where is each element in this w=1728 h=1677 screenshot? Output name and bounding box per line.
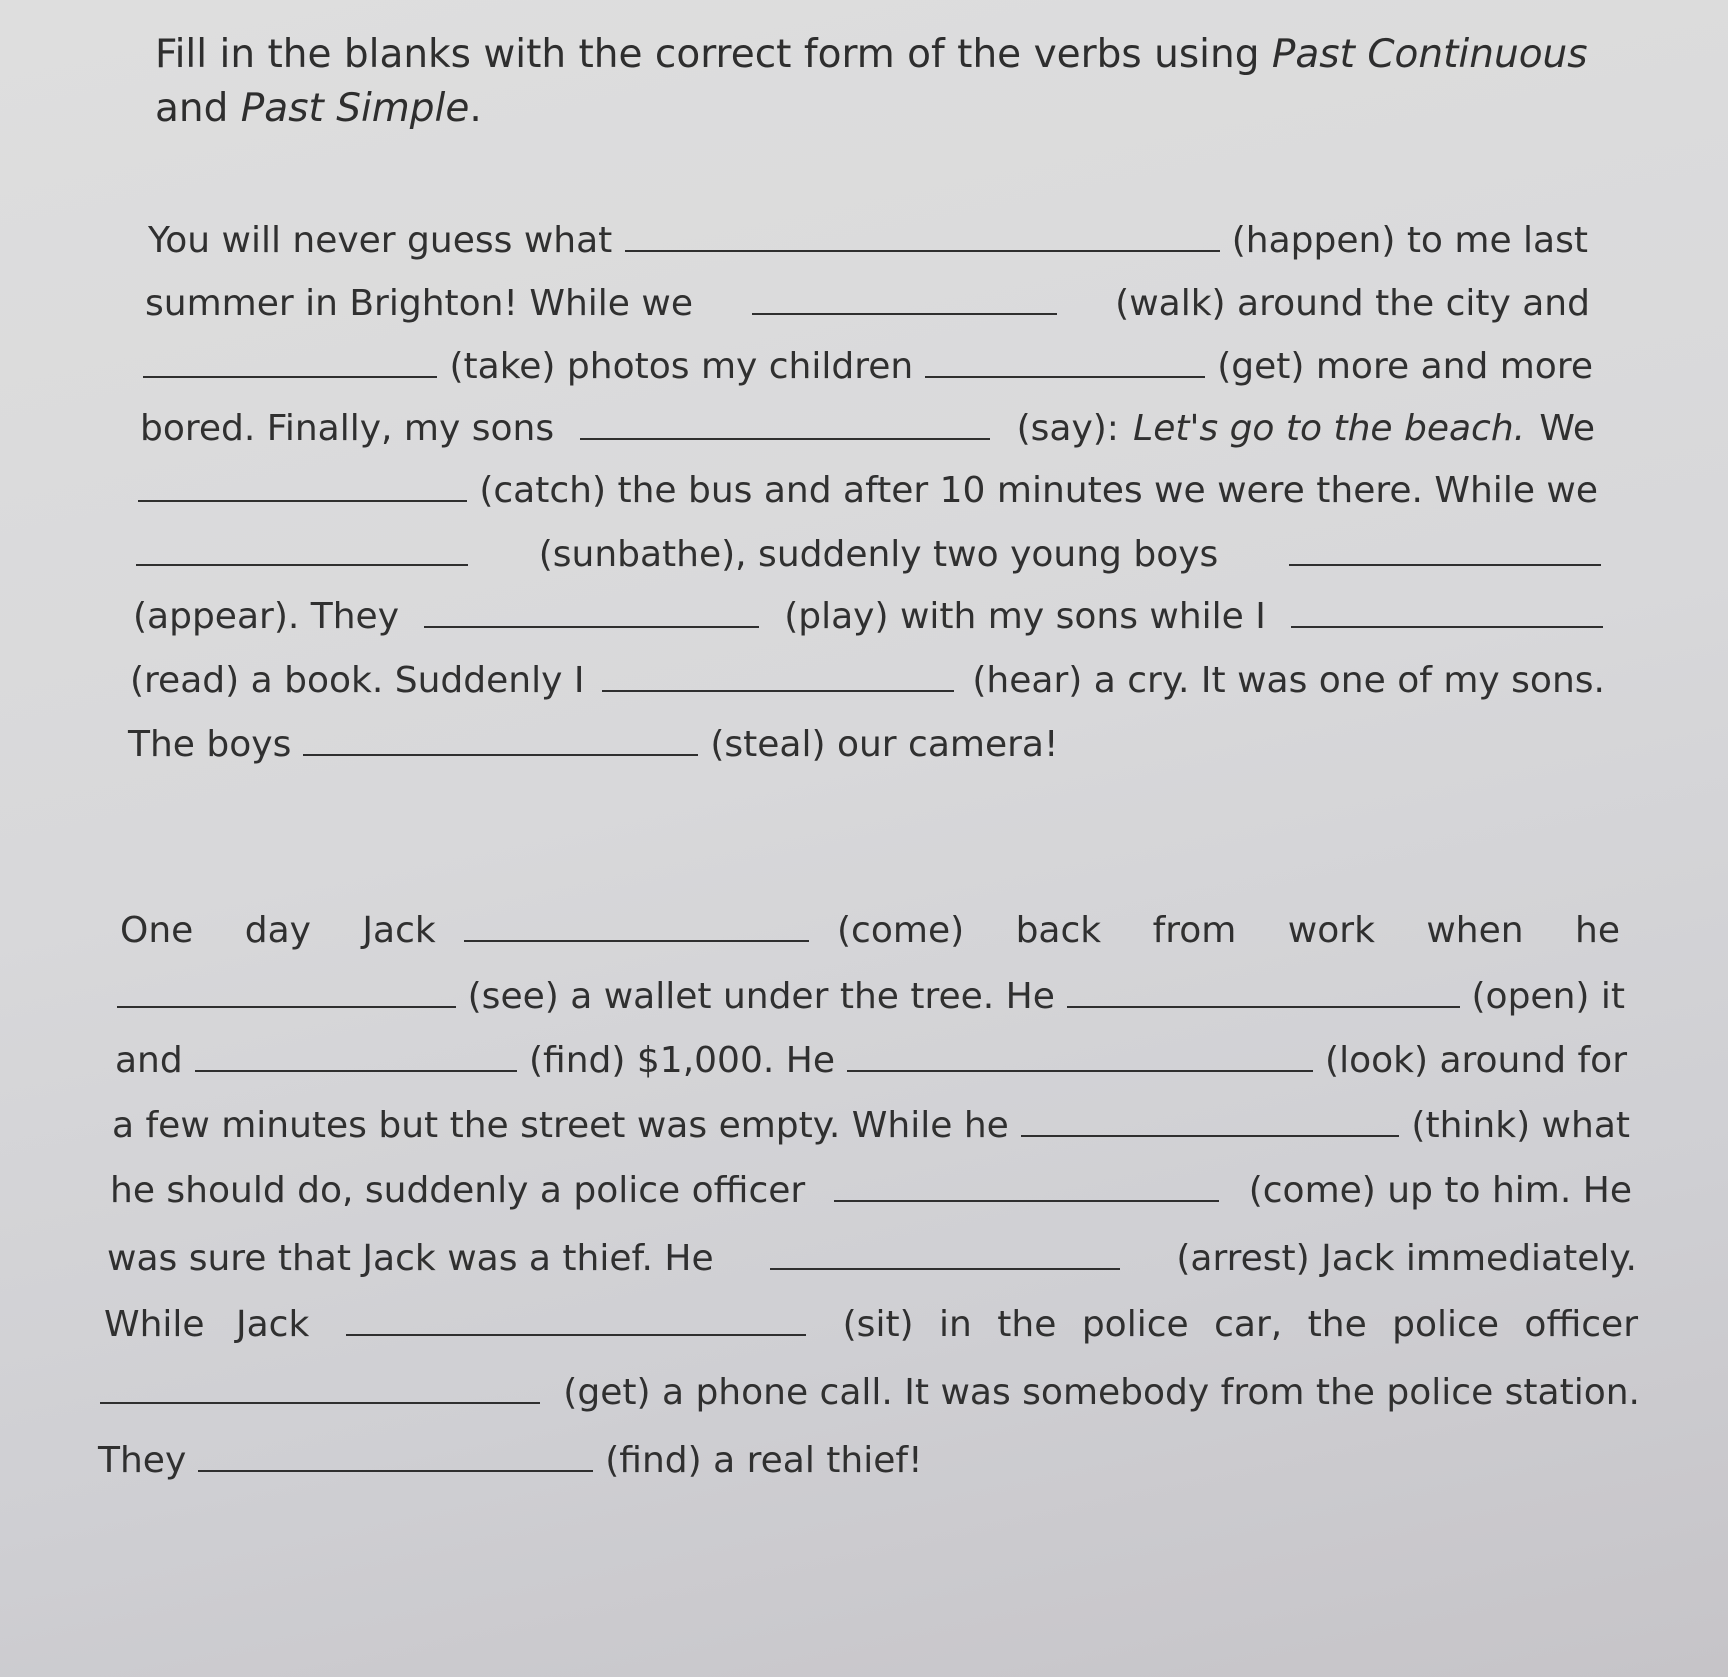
story2-line-6 [107,1228,1637,1294]
story1-line-3 [143,336,1593,402]
text: While Jack [104,1304,310,1345]
answer-blank[interactable] [834,1160,1219,1202]
answer-blank[interactable] [138,460,467,502]
quoted-speech: Let's go to the beach. [1133,408,1526,449]
instructions-heading [155,28,1605,136]
text: (see) a wallet under the tree. He [467,976,1055,1017]
story2-line-2 [117,966,1625,1032]
answer-blank[interactable] [464,900,809,942]
text: he should do, suddenly a police officer [110,1170,806,1211]
story1-line-5 [138,460,1598,526]
text: (appear). They [133,596,400,637]
story1-line-1 [148,210,1588,276]
story1-line-9 [128,714,1128,780]
text: (happen) to me last [1231,220,1588,261]
text: (get) more and more [1217,346,1593,387]
story2-line-3 [115,1030,1627,1096]
story1-line-2 [145,273,1590,339]
text: summer in Brighton! While we [145,283,693,324]
answer-blank[interactable] [1291,586,1603,628]
text: They [98,1440,187,1481]
text: (play) with my sons while I [784,596,1266,637]
answer-blank[interactable] [752,273,1057,315]
text: (open) it [1471,976,1625,1017]
text: (come) back from work when he [837,910,1620,951]
tense-past-continuous: Past Continuous [1271,32,1588,77]
answer-blank[interactable] [602,650,954,692]
story1-line-6 [136,524,1601,590]
answer-blank[interactable] [346,1294,806,1336]
instructions-period: . [469,86,482,131]
story2-line-7 [104,1294,1638,1360]
text: (walk) around the city and [1115,283,1590,324]
story2-line-4 [112,1095,1630,1161]
text: (catch) the bus and after 10 minutes we were there. While we [479,470,1598,511]
text: (steal) our camera! [710,724,1059,765]
text: (sunbathe), suddenly two young boys [538,534,1219,575]
story2-line-1 [120,900,1620,966]
story2-line-9 [98,1430,998,1496]
text: (hear) a cry. It was one of my sons. [972,660,1605,701]
text: (take) photos my children [449,346,914,387]
text: (arrest) Jack immediately. [1176,1238,1637,1279]
text: (get) a phone call. It was somebody from the police station. [563,1372,1640,1413]
text: We [1539,408,1595,449]
answer-blank[interactable] [847,1030,1313,1072]
answer-blank[interactable] [1289,524,1601,566]
text: (say): [1016,408,1119,449]
tense-past-simple: Past Simple [240,86,470,131]
text: (look) around for [1325,1040,1627,1081]
story2-line-8 [100,1362,1640,1428]
text: You will never guess what [148,220,613,261]
answer-blank[interactable] [1067,966,1460,1008]
answer-blank[interactable] [303,714,698,756]
answer-blank[interactable] [195,1030,517,1072]
answer-blank[interactable] [100,1362,540,1404]
answer-blank[interactable] [1021,1095,1400,1137]
text: (come) up to him. He [1248,1170,1632,1211]
answer-blank[interactable] [770,1228,1120,1270]
answer-blank[interactable] [580,398,990,440]
answer-blank[interactable] [625,210,1220,252]
instructions-text-1: Fill in the blanks with the correct form of the verbs using [155,32,1272,77]
answer-blank[interactable] [136,524,468,566]
text: was sure that Jack was a thief. He [107,1238,714,1279]
answer-blank[interactable] [117,966,456,1008]
text: and [115,1040,183,1081]
story2-line-5 [110,1160,1632,1226]
story1-line-7 [133,586,1603,652]
text: (think) what [1411,1105,1630,1146]
answer-blank[interactable] [198,1430,593,1472]
text: (read) a book. Suddenly I [130,660,585,701]
answer-blank[interactable] [143,336,437,378]
text: One day Jack [120,910,436,951]
text: The boys [128,724,292,765]
story1-line-4 [140,398,1595,464]
text: (find) a real thief! [605,1440,923,1481]
story1-line-8 [130,650,1605,716]
answer-blank[interactable] [424,586,759,628]
text: (find) $1,000. He [529,1040,835,1081]
text: a few minutes but the street was empty. While he [112,1105,1009,1146]
answer-blank[interactable] [925,336,1205,378]
text: (sit) in the police car, the police officer [842,1304,1638,1345]
text: bored. Finally, my sons [140,408,555,449]
instructions-text-2: and [155,86,241,131]
